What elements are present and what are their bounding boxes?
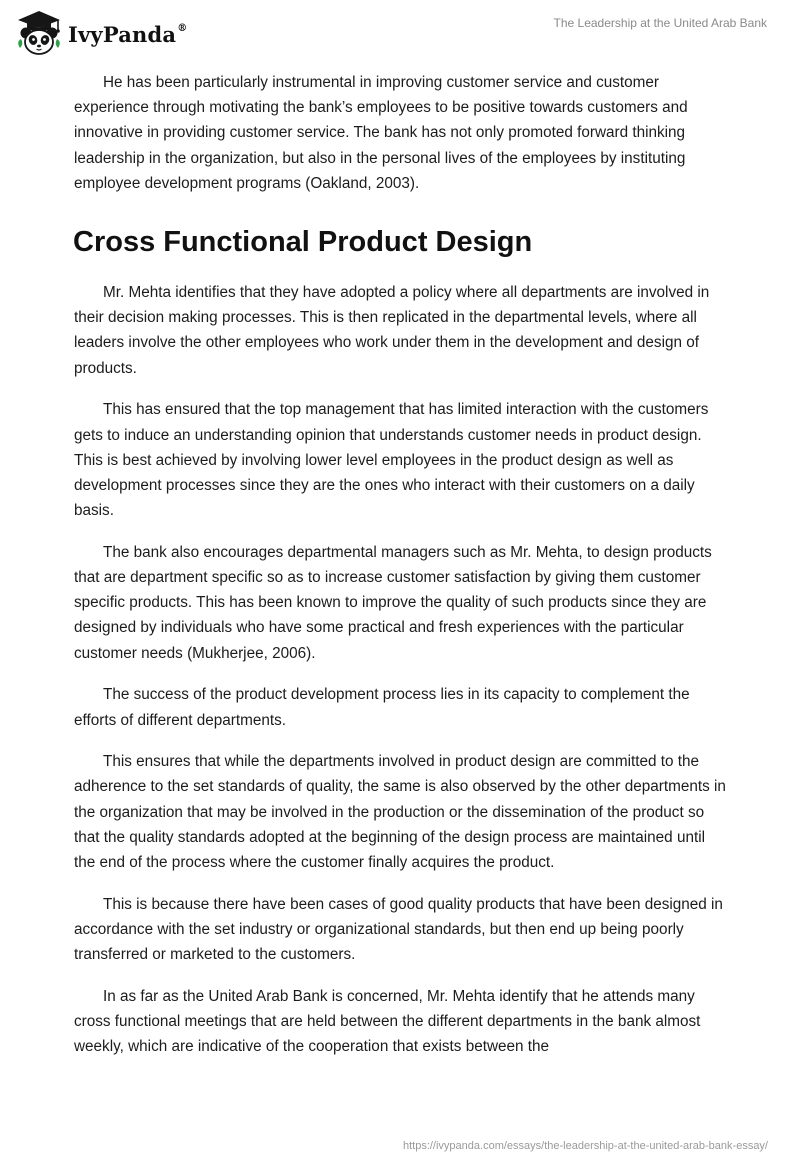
page-header bbox=[0, 0, 800, 64]
registered-mark: ® bbox=[177, 22, 188, 34]
section-heading: Cross Functional Product Design bbox=[73, 226, 533, 259]
brand-name: IvyPanda® bbox=[68, 21, 188, 47]
body-paragraph: This ensures that while the departments involved in product design are committed to the adherence to the set standards of quality, the same is also observed by the other departments in the organization that may be involved in the production or the dissemination of the product so that the quality standards adopted at the beginning of the design process are maintained until the end of the process where the customer finally acquires the product. bbox=[74, 753, 726, 872]
source-url[interactable]: https://ivypanda.com/essays/the-leadership-at-the-united-arab-bank-essay/ bbox=[402, 1140, 768, 1152]
body-paragraph: This has ensured that the top management that has limited interaction with the customers gets to induce an understanding opinion that understands customer needs in product design. This is best achieved by involving lower level employees in the product design as well as development processes since they are the ones who interact with their customers on a daily basis. bbox=[74, 401, 709, 520]
essay-content bbox=[74, 70, 730, 1076]
panda-graduate-icon bbox=[14, 8, 64, 58]
document-title: The Leadership at the United Arab Bank bbox=[553, 16, 767, 30]
body-paragraph: This is because there have been cases of good quality products that have been designed in accordance with the set industry or organizational standards, but then end up being poorly transferred or marketed to the customers. bbox=[74, 895, 723, 964]
brand-logo[interactable] bbox=[14, 8, 187, 58]
body-paragraph: The bank also encourages departmental managers such as Mr. Mehta, to design products that are department specific so as to increase customer satisfaction by giving them customer specific products. This has been known to improve the quality of such products since they are designed by individuals who have some practical and fresh experiences with the particular customer needs (Mukherjee, 2006). bbox=[74, 543, 712, 662]
intro-paragraph: He has been particularly instrumental in improving customer service and customer experience through motivating the bank’s employees to be positive towards customers and innovative in providing customer service. The bank has not only promoted forward thinking leadership in the organization, but also in the personal lives of the employees by instituting employee development programs (Oakland, 2003). bbox=[74, 74, 688, 192]
body-paragraph: The success of the product development process lies in its capacity to complement the efforts of different departments. bbox=[74, 686, 690, 729]
body-paragraph: In as far as the United Arab Bank is concerned, Mr. Mehta identify that he attends many cross functional meetings that are held between the different departments in the bank almost weekly, which are indicative of the cooperation that exists between the bbox=[74, 987, 701, 1056]
body-paragraph: Mr. Mehta identifies that they have adopted a policy where all departments are involved in their decision making processes. This is then replicated in the departmental levels, where all leaders involve the other employees who work under them in the development and design of products. bbox=[74, 284, 710, 377]
